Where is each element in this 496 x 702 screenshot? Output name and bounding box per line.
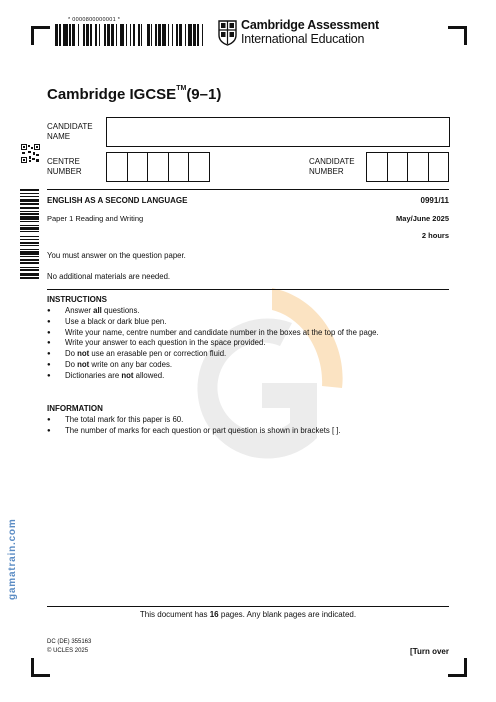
information-item: ● The number of marks for each question or part question is shown in brackets [ ]. — [47, 426, 447, 437]
instruction-item: ● Write your name, centre number and candidate number in the boxes at the top of the page. — [47, 328, 447, 339]
centre-number-digit[interactable] — [148, 153, 169, 181]
instruction-item: ● Use a black or dark blue pen. — [47, 317, 447, 328]
candidate-number-digit[interactable] — [367, 153, 388, 181]
centre-number-digit[interactable] — [128, 153, 149, 181]
corner-mark-top-right — [448, 26, 467, 45]
barcode-number: * 0000800000001 * — [68, 17, 121, 23]
centre-number-digit[interactable] — [169, 153, 190, 181]
centre-number-digit[interactable] — [107, 153, 128, 181]
divider-middle — [47, 289, 449, 290]
instructions-heading: INSTRUCTIONS — [47, 295, 107, 304]
candidate-number-digit[interactable] — [408, 153, 429, 181]
corner-mark-bottom-right — [448, 658, 467, 677]
logo-line-1: Cambridge Assessment — [241, 18, 379, 32]
corner-mark-bottom-left — [31, 658, 50, 677]
instruction-item: ● Do not use an erasable pen or correction fluid. — [47, 349, 447, 360]
page-count-note: This document has 16 pages. Any blank pages are indicated. — [139, 610, 357, 619]
candidate-number-digit[interactable] — [429, 153, 449, 181]
instruction-item: ● Dictionaries are not allowed. — [47, 371, 447, 382]
divider-bottom — [47, 606, 449, 607]
gamatrain-side-text: gamatrain.com — [7, 518, 18, 600]
information-heading: INFORMATION — [47, 404, 103, 413]
document-reference: DC (DE) 355163 — [47, 639, 92, 645]
instructions-list — [47, 306, 447, 382]
materials-note: No additional materials are needed. — [47, 272, 171, 281]
instruction-item: ● Do not write on any bar codes. — [47, 360, 447, 371]
side-barcode — [20, 189, 39, 281]
turn-over: [Turn over — [410, 647, 449, 656]
exam-session: May/June 2025 — [396, 214, 449, 223]
corner-mark-top-left — [31, 26, 50, 45]
cambridge-logo — [218, 19, 379, 46]
copyright: © UCLES 2025 — [47, 648, 89, 654]
divider-top — [47, 189, 449, 190]
candidate-name-label: CANDIDATE NAME — [47, 122, 93, 141]
candidate-name-field[interactable] — [106, 117, 450, 147]
answer-note: You must answer on the question paper. — [47, 251, 186, 260]
title-suffix: (9–1) — [186, 86, 222, 103]
centre-number-digit[interactable] — [189, 153, 209, 181]
page-title — [47, 86, 221, 103]
logo-line-2: International Education — [241, 32, 365, 46]
exam-duration: 2 hours — [421, 231, 449, 240]
centre-number-label: CENTRE NUMBER — [47, 157, 82, 176]
paper-name: Paper 1 Reading and Writing — [47, 214, 144, 223]
candidate-number-field[interactable] — [366, 152, 449, 182]
instruction-item: ● Answer all questions. — [47, 306, 447, 317]
title-main: Cambridge IGCSE — [47, 86, 177, 103]
instruction-item: ● Write your answer to each question in the space provided. — [47, 338, 447, 349]
information-list — [47, 415, 447, 437]
centre-number-field[interactable] — [106, 152, 210, 182]
trademark-mark: TM — [176, 85, 187, 92]
qr-code-icon — [21, 144, 40, 163]
barcode — [55, 24, 205, 46]
candidate-number-label: CANDIDATE NUMBER — [309, 157, 355, 176]
information-item: ● The total mark for this paper is 60. — [47, 415, 447, 426]
subject-title: ENGLISH AS A SECOND LANGUAGE — [47, 196, 188, 205]
paper-code: 0991/11 — [420, 196, 449, 205]
cambridge-shield-icon — [218, 20, 237, 46]
candidate-number-digit[interactable] — [388, 153, 409, 181]
